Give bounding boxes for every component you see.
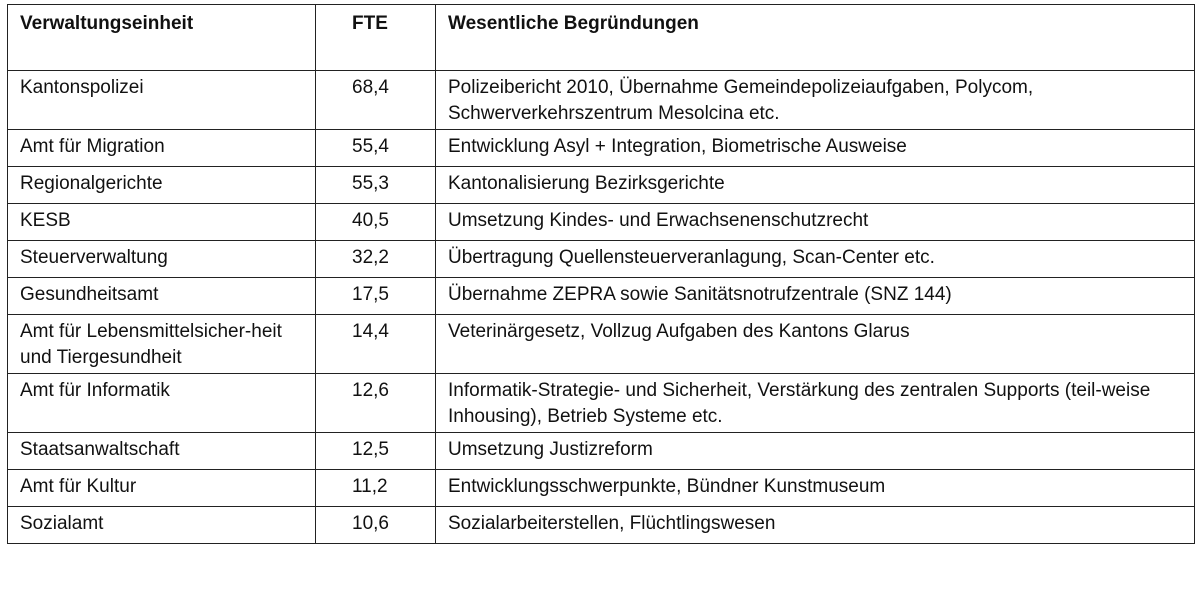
- header-fte: FTE: [316, 5, 436, 71]
- cell-fte: 55,4: [316, 130, 436, 167]
- cell-unit: Amt für Kultur: [8, 470, 316, 507]
- cell-reason: Entwicklung Asyl + Integration, Biometrische Ausweise: [436, 130, 1195, 167]
- table-row: [8, 130, 1195, 167]
- cell-unit: Steuerverwaltung: [8, 241, 316, 278]
- cell-fte: 68,4: [316, 71, 436, 130]
- cell-unit: KESB: [8, 204, 316, 241]
- cell-reason: Übernahme ZEPRA sowie Sanitätsnotrufzentrale (SNZ 144): [436, 278, 1195, 315]
- table-row: [8, 278, 1195, 315]
- table-row: [8, 315, 1195, 374]
- table-header-row: [8, 5, 1195, 71]
- cell-unit: Amt für Migration: [8, 130, 316, 167]
- cell-unit: Kantonspolizei: [8, 71, 316, 130]
- cell-fte: 12,5: [316, 433, 436, 470]
- table-row: [8, 241, 1195, 278]
- table-row: [8, 470, 1195, 507]
- cell-fte: 10,6: [316, 507, 436, 544]
- fte-table: [7, 4, 1195, 544]
- cell-reason: Umsetzung Kindes- und Erwachsenenschutzrecht: [436, 204, 1195, 241]
- cell-unit: Regionalgerichte: [8, 167, 316, 204]
- cell-fte: 11,2: [316, 470, 436, 507]
- cell-unit: Staatsanwaltschaft: [8, 433, 316, 470]
- table-row: [8, 507, 1195, 544]
- cell-reason: Polizeibericht 2010, Übernahme Gemeindepolizeiaufgaben, Polycom, Schwerverkehrszentrum Mesolcina etc.: [436, 71, 1195, 130]
- cell-reason: Umsetzung Justizreform: [436, 433, 1195, 470]
- table-row: [8, 433, 1195, 470]
- cell-fte: 32,2: [316, 241, 436, 278]
- header-unit: Verwaltungseinheit: [8, 5, 316, 71]
- cell-unit: Amt für Lebensmittelsicher-heit und Tiergesundheit: [8, 315, 316, 374]
- table-row: [8, 71, 1195, 130]
- table-row: [8, 374, 1195, 433]
- cell-unit: Gesundheitsamt: [8, 278, 316, 315]
- cell-unit: Sozialamt: [8, 507, 316, 544]
- cell-fte: 14,4: [316, 315, 436, 374]
- cell-reason: Sozialarbeiterstellen, Flüchtlingswesen: [436, 507, 1195, 544]
- cell-fte: 55,3: [316, 167, 436, 204]
- table-row: [8, 167, 1195, 204]
- table-row: [8, 204, 1195, 241]
- header-reasons: Wesentliche Begründungen: [436, 5, 1195, 71]
- cell-unit: Amt für Informatik: [8, 374, 316, 433]
- fte-table-container: [7, 4, 1194, 544]
- cell-fte: 17,5: [316, 278, 436, 315]
- cell-reason: Informatik-Strategie- und Sicherheit, Verstärkung des zentralen Supports (teil-weise Inhousing), Betrieb Systeme etc.: [436, 374, 1195, 433]
- cell-fte: 12,6: [316, 374, 436, 433]
- cell-reason: Entwicklungsschwerpunkte, Bündner Kunstmuseum: [436, 470, 1195, 507]
- cell-reason: Kantonalisierung Bezirksgerichte: [436, 167, 1195, 204]
- cell-fte: 40,5: [316, 204, 436, 241]
- cell-reason: Veterinärgesetz, Vollzug Aufgaben des Kantons Glarus: [436, 315, 1195, 374]
- cell-reason: Übertragung Quellensteuerveranlagung, Scan-Center etc.: [436, 241, 1195, 278]
